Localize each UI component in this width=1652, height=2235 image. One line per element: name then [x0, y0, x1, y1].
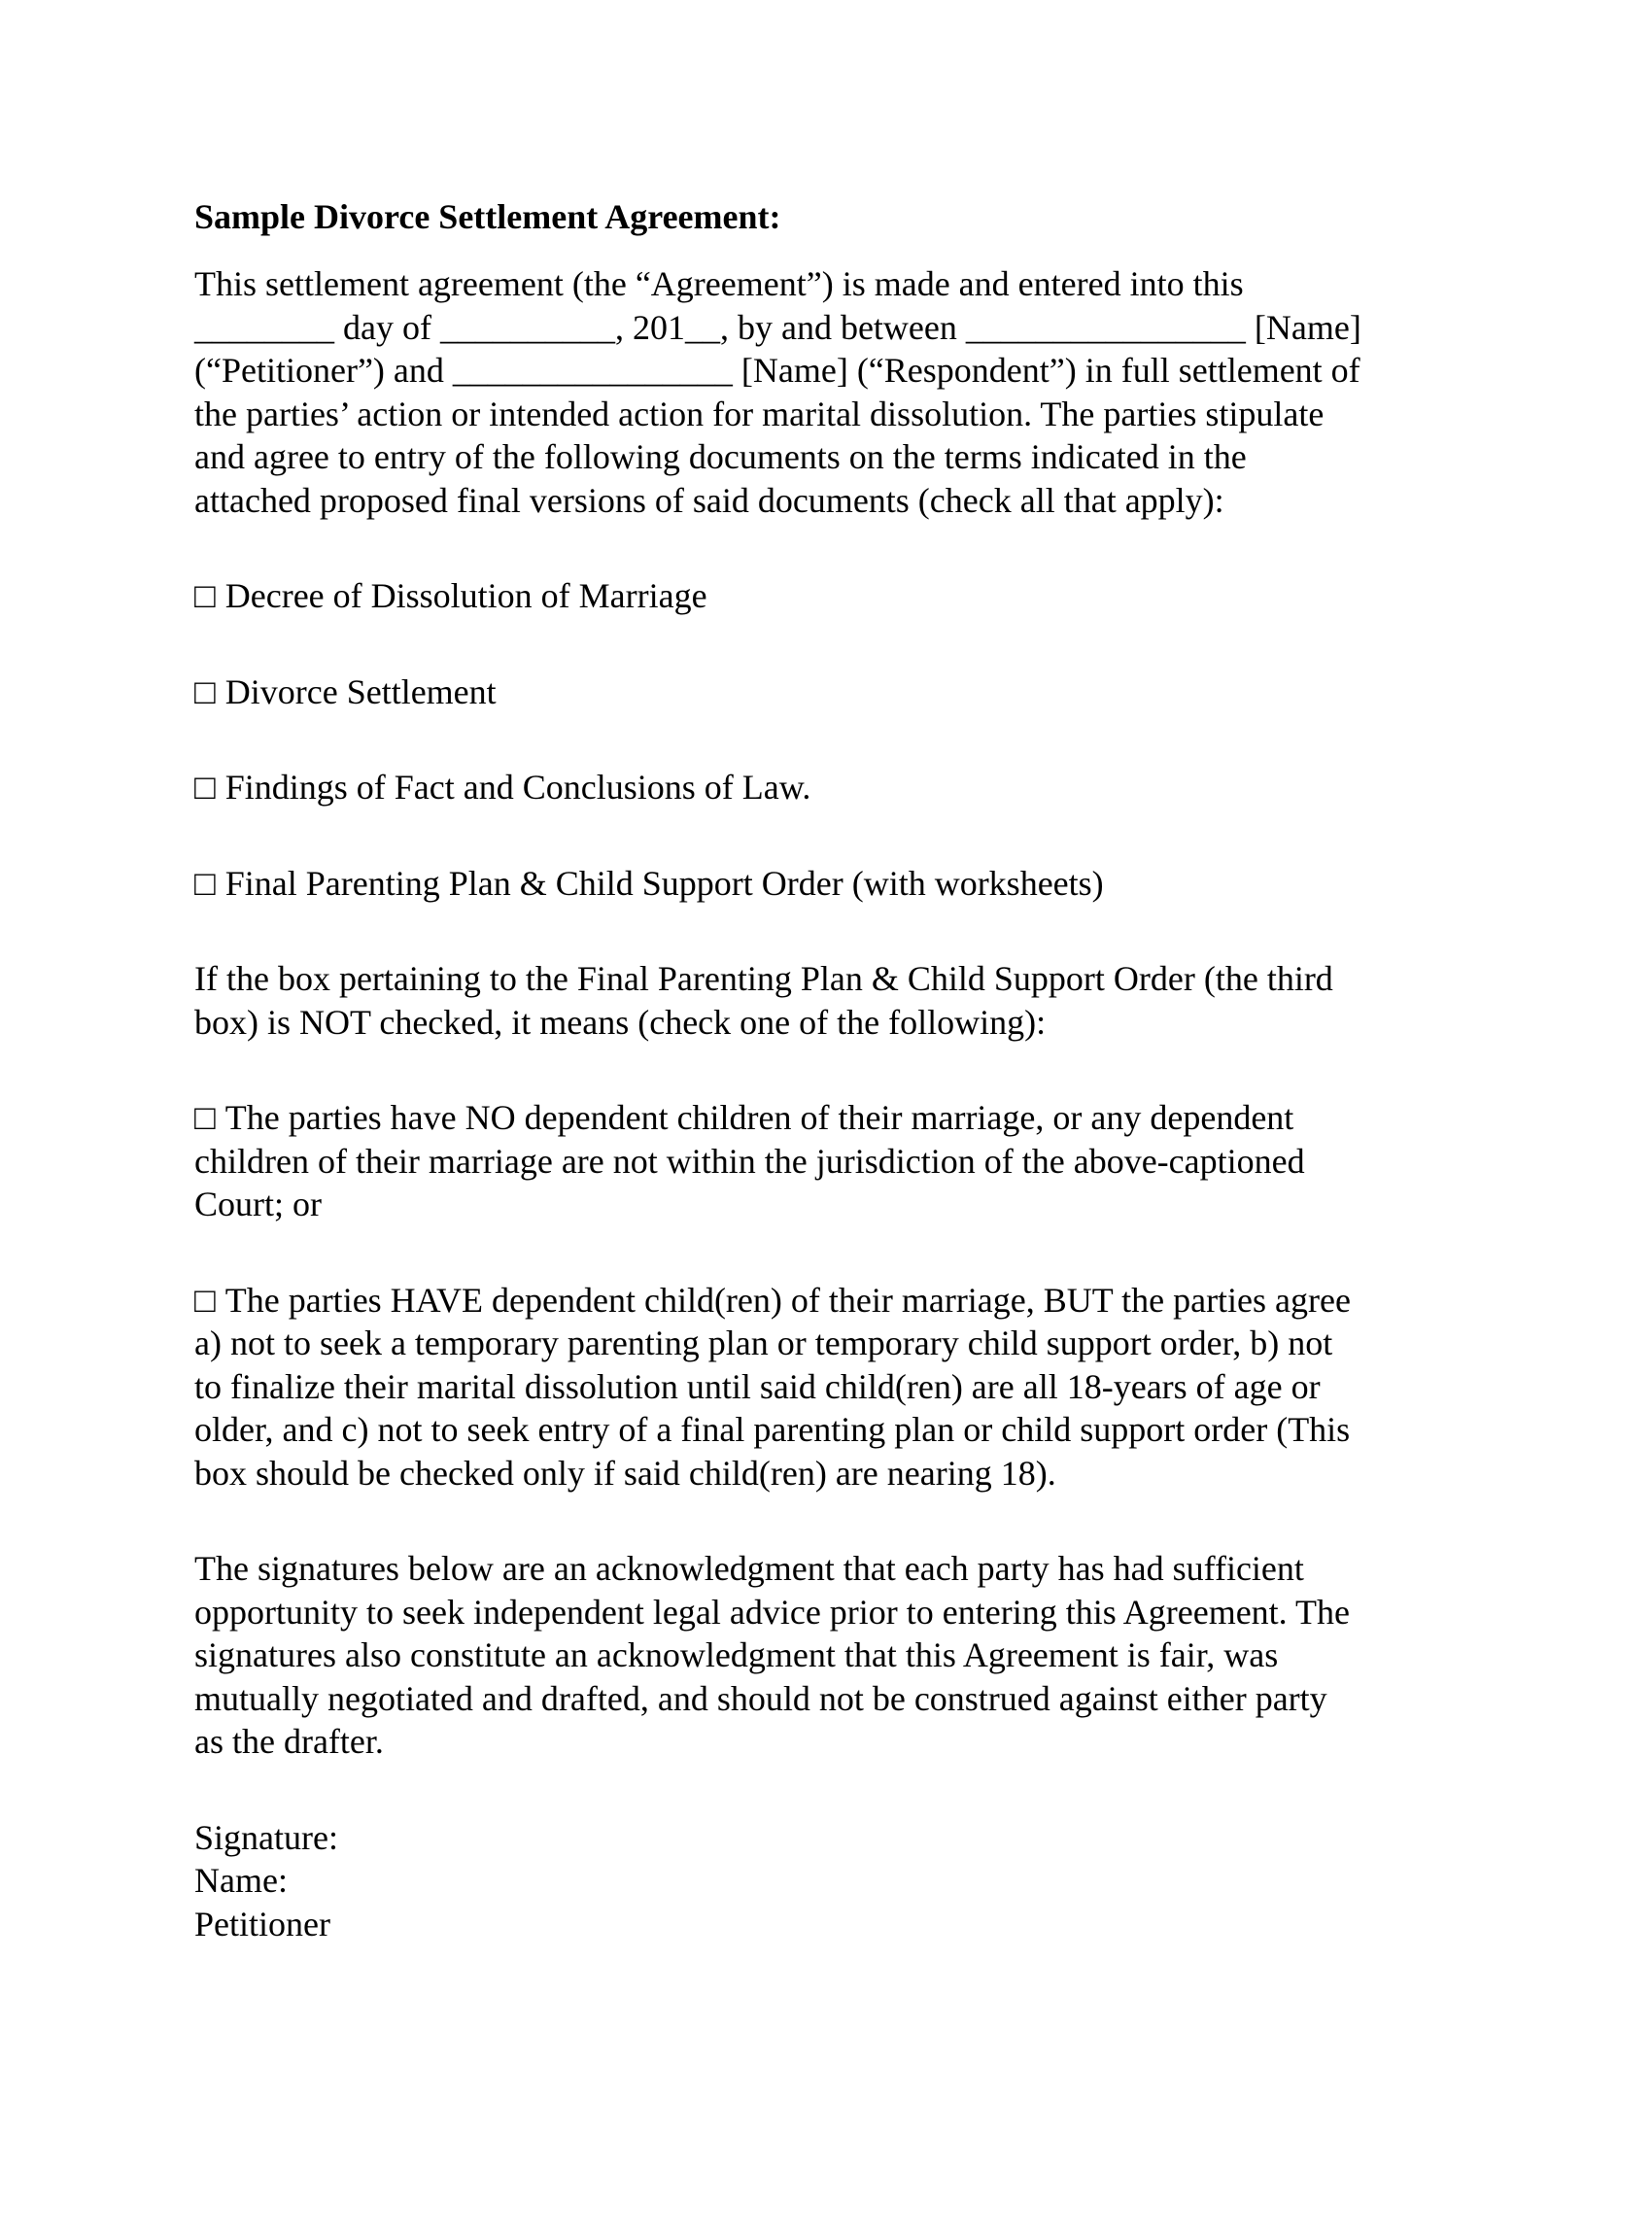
option-text: The parties have NO dependent children of their marriage, or any dependent — [224, 1098, 1294, 1137]
checkbox-icon[interactable]: □ — [194, 576, 216, 615]
checkbox-icon[interactable]: □ — [194, 1280, 216, 1320]
document-option-label: Divorce Settlement — [224, 671, 497, 711]
intro-line: (“Petitioner”) and ________________ [Name] (“Respondent”) in full settlement of — [194, 351, 1360, 390]
document-page — [194, 192, 1477, 1945]
document-checkbox-item[interactable] — [194, 670, 1477, 714]
condition-line: If the box pertaining to the Final Parenting Plan & Child Support Order (the third — [194, 959, 1333, 998]
signer-role: Petitioner — [194, 1904, 330, 1943]
checkbox-icon[interactable]: □ — [194, 1098, 216, 1137]
option-line: box should be checked only if said child(ren) are nearing 18). — [194, 1453, 1056, 1493]
option-text: The parties HAVE dependent child(ren) of their marriage, BUT the parties agree — [224, 1280, 1351, 1320]
option-line: a) not to seek a temporary parenting plan or temporary child support order, b) not — [194, 1324, 1333, 1362]
intro-paragraph — [194, 262, 1477, 522]
option-line: Court; or — [194, 1185, 322, 1223]
option-line — [194, 1279, 1477, 1323]
intro-line: attached proposed final versions of said documents (check all that apply): — [194, 480, 1224, 520]
checkbox-icon[interactable]: □ — [194, 671, 216, 711]
intro-line: and agree to entry of the following documents on the terms indicated in the — [194, 437, 1247, 476]
intro-line: ________ day of __________, 201__, by and between ________________ [Name] — [194, 307, 1361, 347]
document-checkbox-item[interactable] — [194, 574, 1477, 618]
acknowledgment-line: opportunity to seek independent legal advice prior to entering this Agreement. The — [194, 1592, 1351, 1632]
acknowledgment-line: The signatures below are an acknowledgment that each party has had sufficient — [194, 1549, 1304, 1588]
intro-line: This settlement agreement (the “Agreement”) is made and entered into this — [194, 264, 1244, 303]
option-line — [194, 1096, 1477, 1140]
intro-line: the parties’ action or intended action for marital dissolution. The parties stipulate — [194, 394, 1325, 433]
document-option-label: Final Parenting Plan & Child Support Order (with worksheets) — [224, 863, 1104, 903]
acknowledgment-line: signatures also constitute an acknowledgment that this Agreement is fair, was — [194, 1635, 1279, 1674]
document-option-label: Findings of Fact and Conclusions of Law. — [224, 768, 811, 807]
acknowledgment-line: as the drafter. — [194, 1722, 384, 1761]
document-title: Sample Divorce Settlement Agreement: — [194, 197, 781, 236]
document-checkbox-item[interactable] — [194, 766, 1477, 809]
document-checkbox-item[interactable] — [194, 862, 1477, 906]
checkbox-icon[interactable]: □ — [194, 768, 216, 807]
option-line: older, and c) not to seek entry of a final parenting plan or child support order (This — [194, 1410, 1351, 1449]
condition-paragraph — [194, 957, 1477, 1044]
checkbox-icon[interactable]: □ — [194, 863, 216, 903]
name-label: Name: — [194, 1861, 288, 1900]
acknowledgment-line: mutually negotiated and drafted, and should not be construed against either party — [194, 1678, 1327, 1718]
option-line: children of their marriage are not within the jurisdiction of the above-captioned — [194, 1141, 1305, 1181]
signature-label: Signature: — [194, 1817, 338, 1857]
condition-line: box) is NOT checked, it means (check one of the following): — [194, 1002, 1047, 1042]
option-line: to finalize their marital dissolution until said child(ren) are all 18-years of age or — [194, 1366, 1321, 1406]
option-have-children[interactable] — [194, 1279, 1477, 1496]
document-option-label: Decree of Dissolution of Marriage — [224, 576, 707, 615]
signature-block — [194, 1816, 1477, 1946]
acknowledgment-paragraph — [194, 1547, 1477, 1764]
option-no-children[interactable] — [194, 1096, 1477, 1226]
